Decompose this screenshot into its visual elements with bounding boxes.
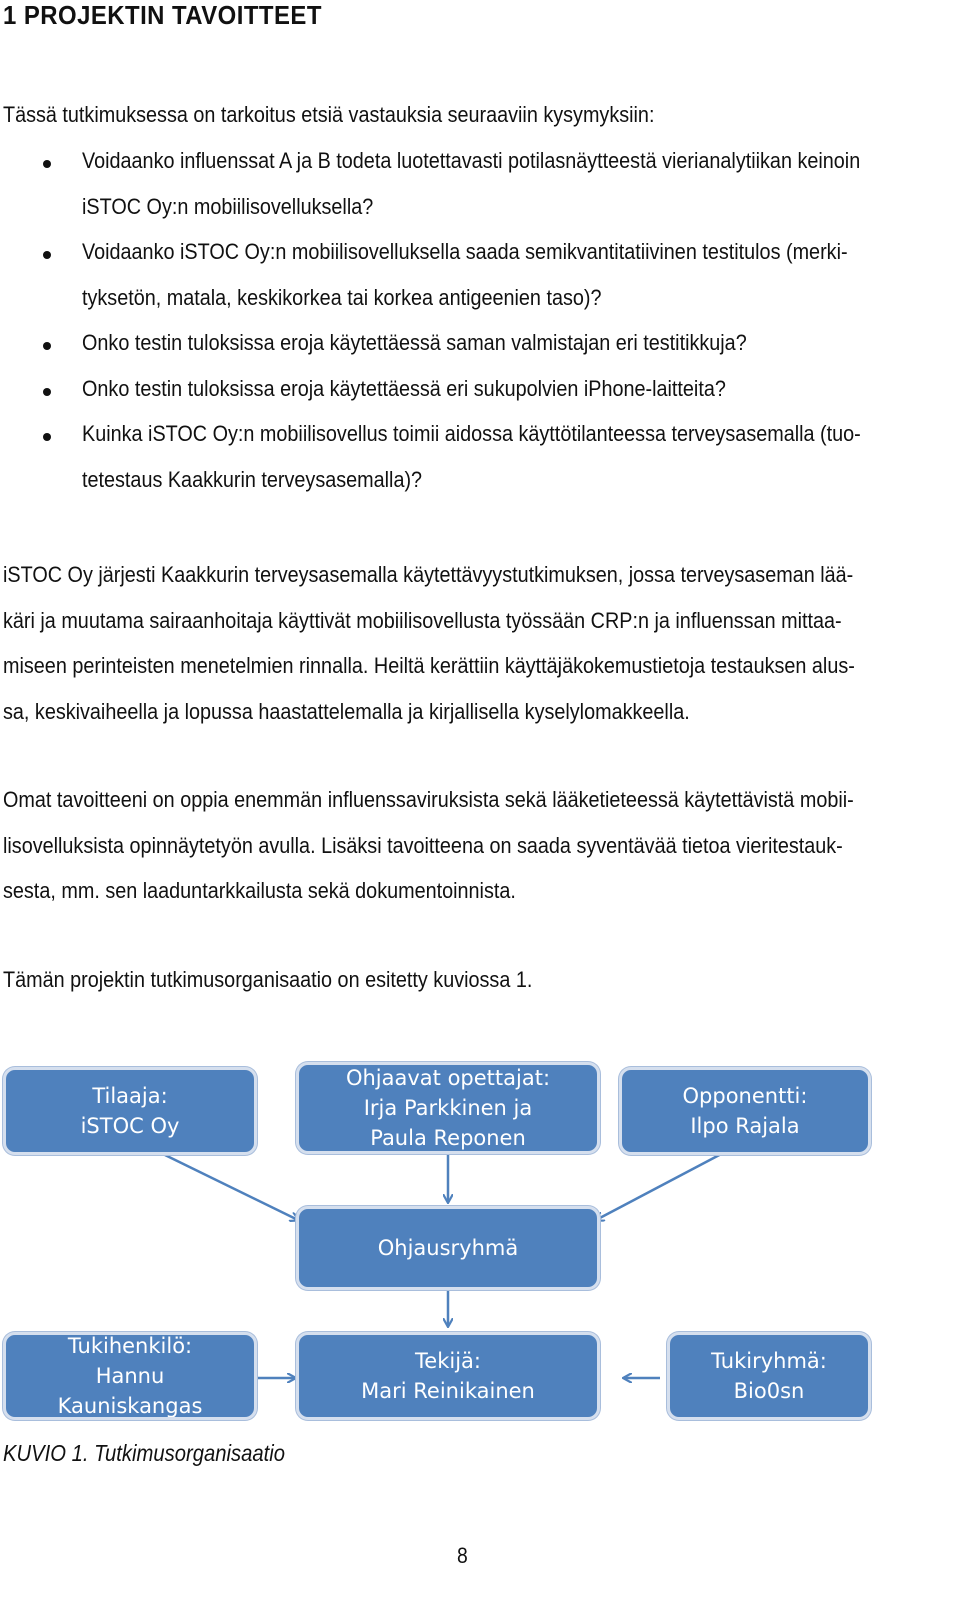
box-line: Kauniskangas [57, 1394, 203, 1418]
list-item [82, 366, 726, 412]
list-item [82, 411, 861, 502]
bullet-icon [43, 160, 51, 168]
bullet-icon [43, 342, 51, 350]
paragraph-line: sa, keskivaiheella ja lopussa haastattelemalla ja kirjallisella kyselylomakkeella. [3, 698, 690, 724]
list-item-line: iSTOC Oy:n mobiilisovelluksella? [82, 193, 374, 219]
arrow-tilaaja-to-ohjausryhma [165, 1155, 298, 1220]
list-item [82, 229, 848, 320]
paragraph-line: lisovelluksista opinnäytetyön avulla. Lisäksi tavoitteena on saada syventävää tietoa vieritestauk- [3, 832, 843, 858]
paragraph-line: iSTOC Oy järjesti Kaakkurin terveysasemalla käytettävyystutkimuksen, jossa terveysaseman lää- [3, 562, 854, 587]
box-line: Tilaaja: [92, 1084, 168, 1108]
box-line: Ohjausryhmä [377, 1236, 519, 1260]
box-line: iSTOC Oy [80, 1114, 180, 1138]
box-line: Mari Reinikainen [361, 1379, 535, 1403]
box-line: Ilpo Rajala [690, 1114, 800, 1138]
list-item-line: tetestaus Kaakkurin terveysasemalla)? [82, 466, 423, 492]
bullet-icon [43, 433, 51, 441]
box-ohjaavat-opettajat [296, 1062, 600, 1154]
paragraph-line: Omat tavoitteeni on oppia enemmän influenssaviruksista sekä lääketieteessä käytettävistä mobii- [3, 787, 854, 812]
box-tilaaja [3, 1067, 257, 1155]
list-item [82, 320, 747, 366]
paragraph-own-goals [3, 777, 854, 914]
paragraph-line: käri ja muutama sairaanhoitaja käyttivät mobiilisovellusta työssään CRP:n ja influenssan mittaa- [3, 607, 842, 633]
box-line: Tukihenkilö: [67, 1334, 193, 1358]
box-opponentti [619, 1067, 871, 1155]
bullet-icon [43, 388, 51, 396]
box-ohjausryhma [296, 1206, 600, 1290]
paragraph-line: Tämän projektin tutkimusorganisaatio on esitetty kuviossa 1. [3, 967, 533, 992]
box-line: Bio0sn [733, 1379, 805, 1403]
list-item-line: Voidaanko iSTOC Oy:n mobiilisovelluksella saada semikvantitatiivinen testitulos (merki- [82, 239, 848, 264]
list-item-line: Kuinka iSTOC Oy:n mobiilisovellus toimii aidossa käyttötilanteessa terveysasemalla (tuo- [82, 421, 861, 446]
list-item-line: Voidaanko influenssat A ja B todeta luotettavasti potilasnäytteestä vierianalytiikan keinoin [82, 148, 861, 173]
arrow-opponentti-to-ohjausryhma [596, 1152, 725, 1220]
intro-line: Tässä tutkimuksessa on tarkoitus etsiä vastauksia seuraaviin kysymyksiin: [3, 102, 655, 127]
page-number: 8 [457, 1543, 468, 1568]
list-item [82, 138, 860, 229]
box-tukihenkilo [3, 1332, 257, 1420]
box-tekija [296, 1332, 600, 1420]
paragraph-usability-study [3, 552, 855, 734]
organisation-diagram [0, 1060, 960, 1460]
intro-paragraph [3, 92, 841, 138]
box-line: Tukiryhmä: [711, 1349, 827, 1373]
section-heading: 1 PROJEKTIN TAVOITTEET [3, 0, 322, 30]
box-line: Ohjaavat opettajat: [345, 1066, 551, 1090]
list-item-line: Onko testin tuloksissa eroja käytettäessä eri sukupolvien iPhone-laitteita? [82, 376, 726, 401]
bullet-icon [43, 251, 51, 259]
box-line: Irja Parkkinen ja [363, 1096, 533, 1120]
box-tukiryhma [667, 1332, 871, 1420]
list-item-line: Onko testin tuloksissa eroja käytettäessä saman valmistajan eri testitikkuja? [82, 330, 747, 355]
box-line: Tekijä: [415, 1349, 481, 1373]
box-line: Hannu [95, 1364, 165, 1388]
list-item-line: tyksetön, matala, keskikorkea tai korkea antigeenien taso)? [82, 284, 602, 310]
paragraph-line: sesta, mm. sen laaduntarkkailusta sekä dokumentoinnista. [3, 878, 516, 903]
paragraph-figure-reference [3, 957, 841, 1003]
figure-caption: KUVIO 1. Tutkimusorganisaatio [3, 1440, 285, 1466]
paragraph-line: miseen perinteisten menetelmien rinnalla. Heiltä kerättiin käyttäjäkokemustietoja testauksen alus- [3, 653, 855, 678]
box-line: Paula Reponen [370, 1126, 526, 1150]
box-line: Opponentti: [682, 1084, 808, 1108]
